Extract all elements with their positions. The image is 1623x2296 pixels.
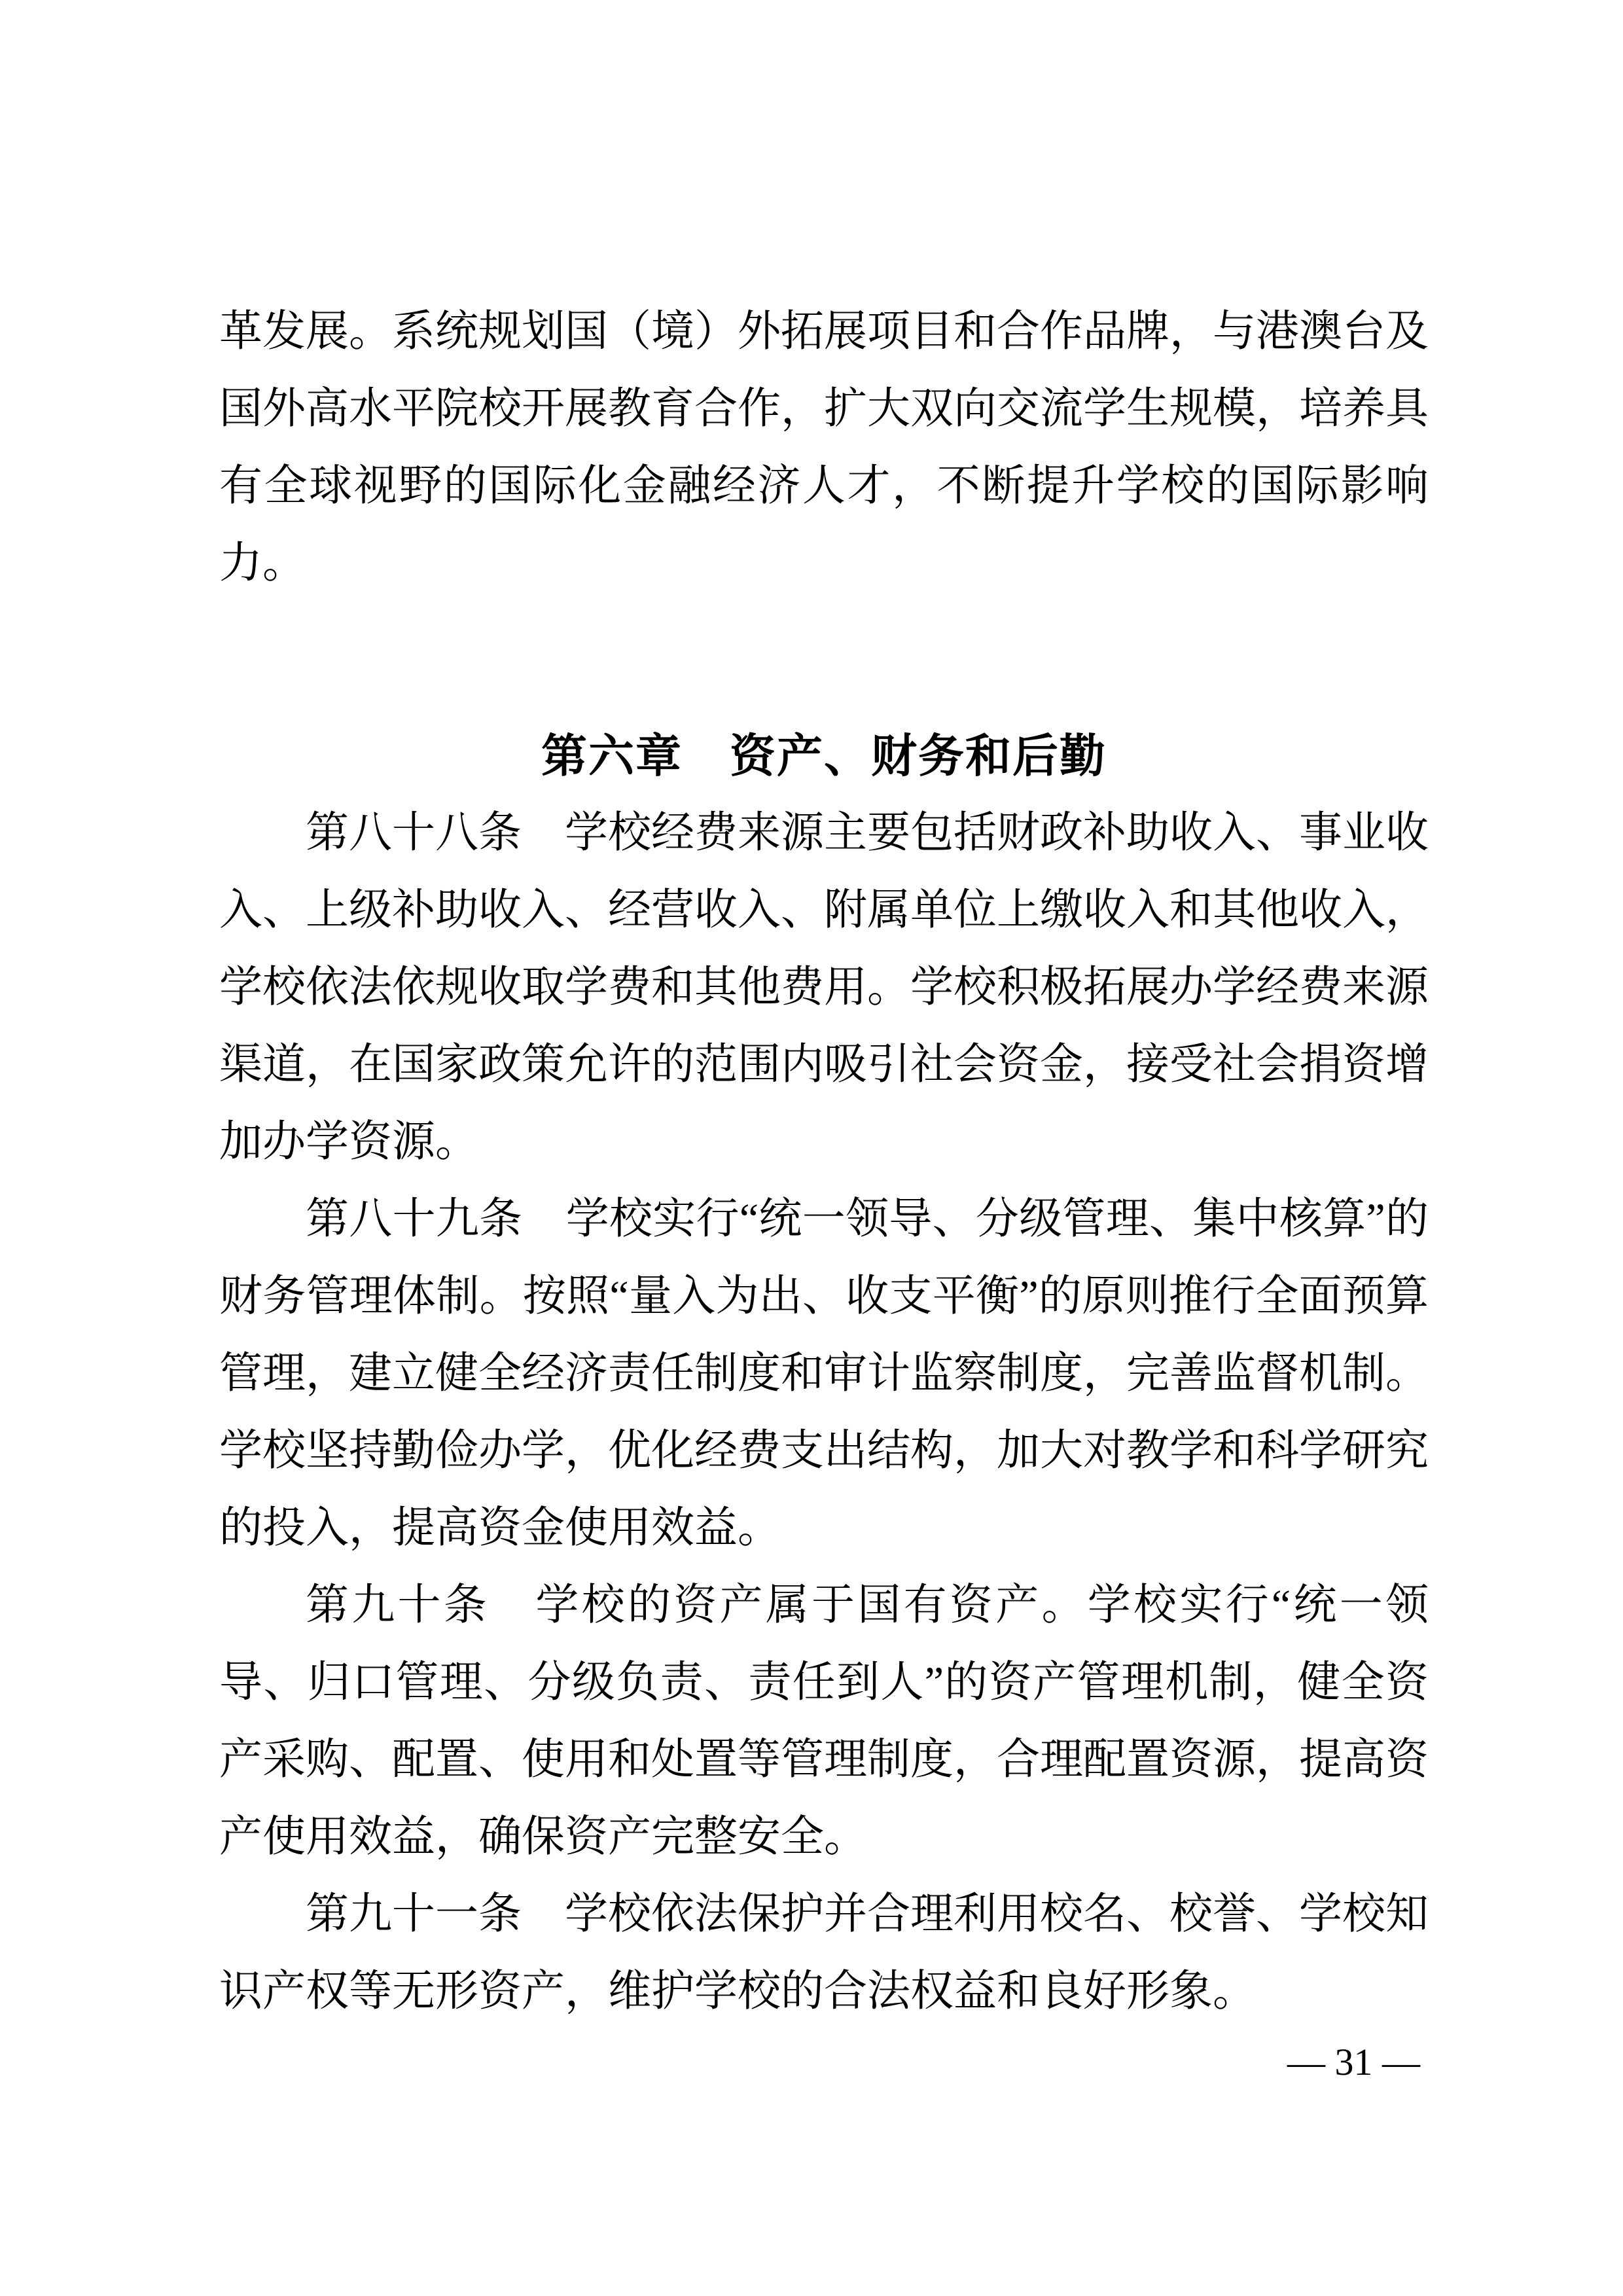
article-paragraph [219, 1876, 1429, 2030]
article-label: 第八十八条 [306, 809, 565, 857]
article-text: 学校依法保护并合理利用校名、校誉、学校知识产权等无形资产，维护学校的合法权益和良好形象。 [219, 1890, 1429, 2015]
article-paragraph [219, 1181, 1429, 1567]
chapter-heading: 第六章 资产、财务和后勤 [541, 730, 1107, 781]
continuation-paragraph: 革发展。系统规划国（境）外拓展项目和合作品牌，与港澳台及国外高水平院校开展教育合作，扩大双向交流学生规模，培养具有全球视野的国际化金融经济人才，不断提升学校的国际影响力。 [219, 308, 1429, 587]
article-label: 第九十条 [306, 1581, 536, 1629]
article-list [219, 795, 1429, 2030]
article-text: 学校实行“统一领导、分级管理、集中核算”的财务管理体制。按照“量入为出、收支平衡”的原则推行全面预算管理，建立健全经济责任制度和审计监察制度，完善监督机制。学校坚持勤俭办学，优化经费支出结构，加大对教学和科学研究的投入，提高资金使用效益。 [219, 1195, 1429, 1552]
article-paragraph [219, 795, 1429, 1181]
page-content [219, 293, 1429, 2030]
article-text: 学校经费来源主要包括财政补助收入、事业收入、上级补助收入、经营收入、附属单位上缴收入和其他收入，学校依法依规收取学费和其他费用。学校积极拓展办学经费来源渠道，在国家政策允许的范围内吸引社会资金，接受社会捐资增加办学资源。 [219, 809, 1429, 1166]
article-label: 第九十一条 [306, 1890, 565, 1938]
article-paragraph [219, 1567, 1429, 1876]
article-text: 学校的资产属于国有资产。学校实行“统一领导、归口管理、分级负责、责任到人”的资产管理机制，健全资产采购、配置、使用和处置等管理制度，合理配置资源，提高资产使用效益，确保资产完整安全。 [219, 1581, 1429, 1861]
article-label: 第八十九条 [306, 1195, 566, 1243]
page-number: — 31 — [1287, 2041, 1420, 2083]
